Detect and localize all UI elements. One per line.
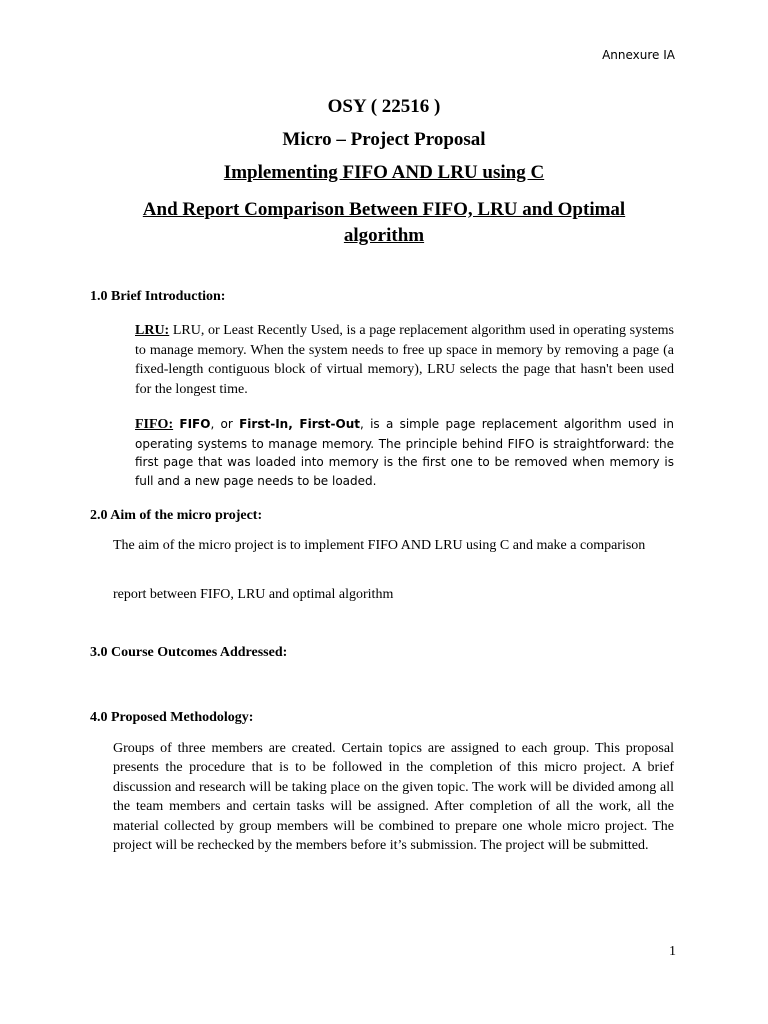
project-title-line1: Implementing FIFO AND LRU using C bbox=[223, 162, 545, 183]
lru-paragraph bbox=[135, 321, 674, 399]
section2-heading: 2.0 Aim of the micro project: bbox=[90, 508, 263, 523]
section4-heading: 4.0 Proposed Methodology: bbox=[90, 710, 254, 725]
project-title-line2-wrap bbox=[0, 199, 768, 221]
course-title: OSY ( 22516 ) bbox=[327, 96, 441, 117]
proposal-title: Micro – Project Proposal bbox=[282, 129, 486, 150]
project-title-line3: algorithm bbox=[343, 225, 425, 246]
methodology-paragraph: Groups of three members are created. Certain topics are assigned to each group. This proposal presents the procedure that is to be followed in the completion of this micro project. A brief discussion and research will be taking place on the given topic. The work will be divided among all the team members and certain tasks will be assigned. After completion of all the work, all the material collected by group members will be combined to prepare one whole micro project. The project will be rechecked by the members before it’s submission. The project will be submitted. bbox=[113, 741, 674, 854]
lru-text: LRU, or Least Recently Used, is a page replacement algorithm used in operating systems to manage memory. When the system needs to free up space in memory by removing a page (a fixed-length contiguous block of virtual memory), LRU selects the page that hasn't been used for the longest time. bbox=[135, 323, 674, 397]
annexure-label: Annexure IA bbox=[602, 48, 675, 62]
project-title-line3-wrap bbox=[0, 225, 768, 247]
fifo-bold-name: FIFO bbox=[179, 417, 211, 431]
fifo-text: , is a simple page replacement algorithm used in operating systems to manage memory. The principle behind FIFO is straightforward: the first page that was loaded into memory is the first one to be removed when memory is full and a new page needs to be loaded. bbox=[135, 417, 674, 488]
lru-term: LRU: bbox=[135, 323, 170, 338]
project-title-line1-wrap bbox=[0, 162, 768, 184]
fifo-bold-expansion: First-In, First-Out bbox=[239, 417, 360, 431]
aim-paragraph-1: The aim of the micro project is to implement FIFO AND LRU using C and make a comparison bbox=[113, 538, 646, 553]
project-title-line2: And Report Comparison Between FIFO, LRU and Optimal bbox=[142, 199, 626, 220]
fifo-mid: , or bbox=[210, 417, 240, 431]
page-number: 1 bbox=[669, 944, 676, 959]
section3-heading: 3.0 Course Outcomes Addressed: bbox=[90, 645, 288, 660]
section1-heading: 1.0 Brief Introduction: bbox=[90, 289, 226, 304]
aim-paragraph-2: report between FIFO, LRU and optimal algorithm bbox=[113, 587, 394, 602]
fifo-term: FIFO: bbox=[135, 417, 174, 432]
fifo-paragraph bbox=[135, 415, 674, 490]
